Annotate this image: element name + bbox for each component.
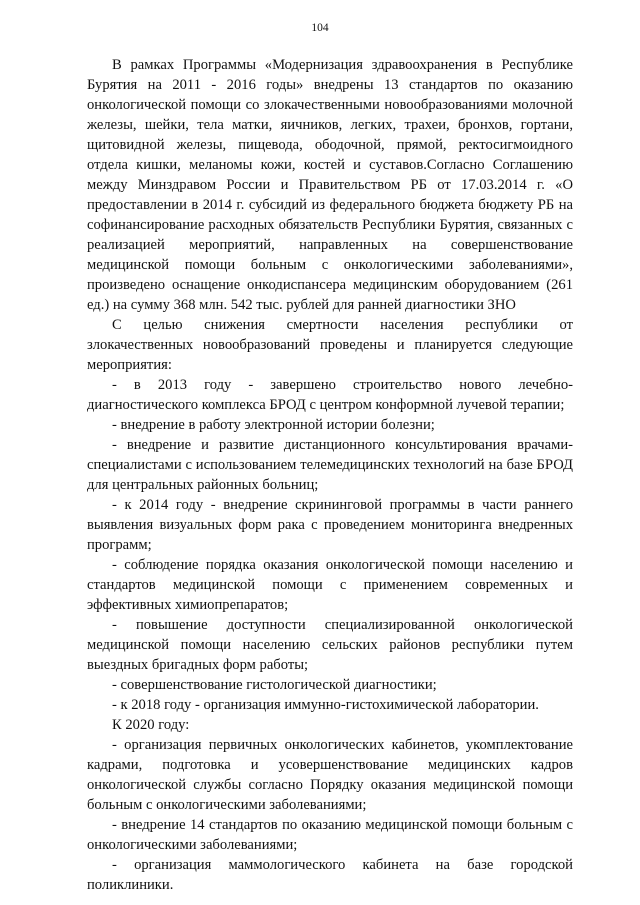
list-item-2018-lab: - к 2018 году - организация иммунно-гистохимической лаборатории. — [112, 697, 539, 713]
list-item-electronic-records: - внедрение в работу электронной истории болезни; — [112, 417, 435, 433]
list-item-14-standards: - внедрение 14 стандартов по оказанию медицинской помощи больным с онкологическими заболеваниями; — [87, 817, 573, 853]
list-item-2013-construction: - в 2013 году - завершено строительство нового лечебно-диагностического комплекса БРОД с центром конформной лучевой терапии; — [87, 377, 573, 413]
list-item-mammology-cabinet: - организация маммологического кабинета на базе городской поликлиники. — [87, 857, 573, 893]
list-item-primary-cabinets: - организация первичных онкологических кабинетов, укомплектование кадрами, подготовка и усовершенствование медицинских кадров онкологической службы согласно Порядку оказания медицинской помощи больным с онкологическими заболеваниями; — [87, 737, 573, 813]
list-item-telemedicine: - внедрение и развитие дистанционного консультирования врачами-специалистами с использованием телемедицинских технологий на базе БРОД для центральных районных больниц; — [87, 437, 573, 493]
list-item-care-standards: - соблюдение порядка оказания онкологической помощи населению и стандартов медицинской помощи с применением современных и эффективных химиопрепаратов; — [87, 557, 573, 613]
list-item-rural-access: - повышение доступности специализированной онкологической медицинской помощи населению сельских районов республики путем выездных бригадных форм работы; — [87, 617, 573, 673]
list-item-histology: - совершенствование гистологической диагностики; — [112, 677, 437, 693]
paragraph-2020-heading: К 2020 году: — [112, 717, 190, 733]
paragraph-modernization-program: В рамках Программы «Модернизация здравоохранения в Республике Бурятия на 2011 - 2016 годы» внедрены 13 стандартов по оказанию онкологической помощи со злокачественными новообразованиями молочной железы, шейки, тела матки, яичников, легких, трахеи, бронхов, гортани, щитовидной железы, пищевода, ободочной, прямой, ректосигмоидного отдела кишки, меланомы кожи, костей и суставов.Согласно Соглашению между Минздравом России и Правительством РБ от 17.03.2014 г. «О предоставлении в 2014 г. субсидий из федерального бюджета бюджету РБ на софинансирование расходных обязательств Республики Бурятия, связанных с реализацией мероприятий, направленных на совершенствование медицинской помощи больным с онкологическими заболеваниями», произведено оснащение онкодиспансера медицинским оборудованием (261 ед.) на сумму 368 млн. 542 тыс. рублей для ранней диагностики ЗНО — [87, 57, 573, 313]
page-number: 104 — [311, 22, 329, 34]
list-item-2014-screening: - к 2014 году - внедрение скрининговой программы в части раннего выявления визуальных форм рака с проведением мониторинга внедренных программ; — [87, 497, 573, 553]
paragraph-mortality-reduction-intro: С целью снижения смертности населения республики от злокачественных новообразований проведены и планируется следующие мероприятия: — [87, 317, 573, 373]
document-body — [87, 55, 573, 895]
